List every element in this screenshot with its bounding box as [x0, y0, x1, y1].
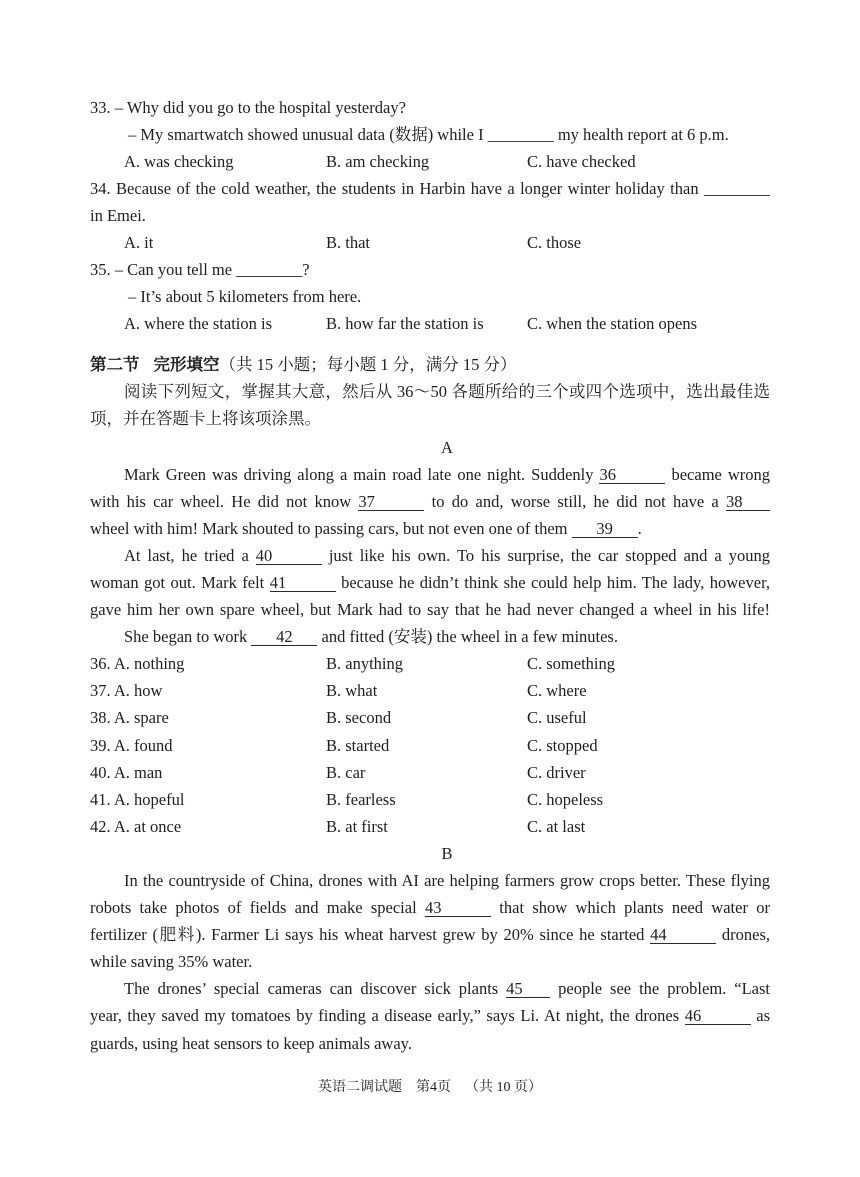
- option-a: A. where the station is: [124, 314, 273, 334]
- section-number: 第二节: [90, 354, 140, 374]
- item-number: 38.: [90, 708, 111, 728]
- option-a: A. it: [124, 232, 154, 252]
- option-b: B. anything: [326, 654, 403, 674]
- option-a: [90, 813, 181, 840]
- cloze-item-37: [90, 677, 770, 704]
- item-number: 36.: [90, 654, 111, 674]
- passage-text: people see the problem. “Last: [558, 979, 770, 999]
- question-35-options: [90, 310, 770, 337]
- option-c: C. something: [527, 654, 616, 674]
- blank-42: 42: [251, 628, 317, 646]
- passage-a-line: [90, 542, 770, 569]
- question-33-reply: – My smartwatch showed unusual data (数据) while I ________ my health report at 6 p.m.: [128, 124, 729, 144]
- question-34-options: [90, 229, 770, 256]
- option-c: C. have checked: [527, 151, 636, 171]
- option-a: [90, 677, 162, 704]
- single-choice-section: [90, 94, 770, 338]
- blank-36: 36: [599, 466, 665, 484]
- footer-page-number: 第4页: [416, 1080, 451, 1095]
- cloze-item-38: [90, 704, 770, 731]
- option-a: [90, 732, 173, 759]
- cloze-item-36: [90, 650, 770, 677]
- option-a-text: A. how: [113, 681, 163, 701]
- option-c: C. stopped: [527, 735, 598, 755]
- option-b: B. at first: [326, 816, 388, 836]
- blank-46: 46: [685, 1007, 751, 1025]
- option-b: B. car: [326, 762, 366, 782]
- item-number: 37.: [90, 681, 111, 701]
- footer-page-total: （共 10 页）: [465, 1080, 542, 1095]
- blank-39: 39: [572, 520, 638, 538]
- cloze-item-40: [90, 759, 770, 786]
- passage-b-line: [90, 921, 770, 948]
- option-c: C. where: [527, 681, 587, 701]
- passage-text: that show which plants need water or: [499, 898, 770, 918]
- passage-text: and fitted (安装) the wheel in a few minutes.: [321, 627, 618, 647]
- instructions-line: 阅读下列短文，掌握其大意，然后从 36～50 各题所给的三个或四个选项中，选出最佳选: [124, 381, 770, 401]
- passage-text: At last, he tried a: [124, 545, 249, 565]
- option-a: [90, 704, 169, 731]
- passage-text: because he didn’t think she could help him. The lady, however,: [341, 572, 771, 592]
- option-a-text: A. found: [113, 735, 173, 755]
- passage-text: .: [637, 518, 642, 538]
- cloze-section-header: [90, 351, 770, 432]
- question-35-reply: – It’s about 5 kilometers from here.: [128, 287, 362, 307]
- passage-text: drones,: [721, 925, 771, 945]
- passage-a-line: [90, 623, 770, 650]
- passage-text: as: [756, 1006, 770, 1026]
- passage-a-line: [90, 461, 770, 488]
- option-a-text: A. at once: [113, 816, 182, 836]
- instructions-line: 项，并在答题卡上将该项涂黑。: [90, 408, 321, 428]
- blank-44: 44: [650, 926, 716, 944]
- passage-text: with his car wheel. He did not know: [90, 491, 352, 511]
- question-34-stem-continued: in Emei.: [90, 205, 146, 225]
- page-footer: [0, 1079, 860, 1097]
- section-note: （共 15 小题；每小题 1 分，满分 15 分）: [219, 354, 517, 374]
- option-b: B. how far the station is: [326, 314, 484, 334]
- passage-text: fertilizer (肥料). Farmer Li says his wheat harvest grew by 20% since he started: [90, 925, 645, 945]
- passage-text: wheel with him! Mark shouted to passing cars, but not even one of them: [90, 518, 568, 538]
- passage-b-line: while saving 35% water.: [90, 952, 253, 972]
- footer-title: 英语二调试题: [318, 1080, 402, 1095]
- passage-text: robots take photos of fields and make special: [90, 898, 417, 918]
- option-a-text: A. hopeful: [113, 789, 185, 809]
- option-b: B. that: [326, 232, 370, 252]
- option-a-text: A. spare: [113, 708, 169, 728]
- option-c: C. useful: [527, 708, 587, 728]
- item-number: 40.: [90, 762, 111, 782]
- option-c: C. when the station opens: [527, 314, 698, 334]
- option-a-text: A. nothing: [113, 654, 185, 674]
- option-b: B. fearless: [326, 789, 396, 809]
- passage-text: Mark Green was driving along a main road late one night. Suddenly: [124, 464, 594, 484]
- option-c: C. those: [527, 232, 582, 252]
- option-a: A. was checking: [124, 151, 234, 171]
- blank-41: 41: [270, 574, 336, 592]
- option-b: B. second: [326, 708, 392, 728]
- option-a: [90, 759, 162, 786]
- passage-text: woman got out. Mark felt: [90, 572, 265, 592]
- blank-45: 45: [506, 980, 550, 998]
- option-b: B. what: [326, 681, 378, 701]
- passage-text: The drones’ special cameras can discover sick plants: [124, 979, 499, 999]
- option-c: C. hopeless: [527, 789, 604, 809]
- passage-text: year, they saved my tomatoes by finding a disease early,” says Li. At night, the drones: [90, 1006, 680, 1026]
- option-b: B. started: [326, 735, 390, 755]
- passage-a-label: A: [441, 437, 453, 457]
- passage-text: to do and, worse still, he did not have a: [431, 491, 719, 511]
- question-35-stem: 35. – Can you tell me ________?: [90, 260, 310, 280]
- section-heading: [90, 351, 770, 378]
- blank-37: 37: [358, 493, 424, 511]
- cloze-item-39: [90, 732, 770, 759]
- option-a: [90, 650, 184, 677]
- blank-38: 38: [726, 493, 770, 511]
- passage-a-line: [90, 569, 770, 596]
- option-a: [90, 786, 184, 813]
- option-c: C. at last: [527, 816, 586, 836]
- cloze-item-41: [90, 786, 770, 813]
- cloze-passages: [90, 434, 770, 1057]
- option-c: C. driver: [527, 762, 586, 782]
- item-number: 41.: [90, 789, 111, 809]
- passage-a-line: [90, 515, 770, 542]
- passage-text: became wrong: [671, 464, 770, 484]
- question-33-stem: 33. – Why did you go to the hospital yesterday?: [90, 97, 406, 117]
- blank-40: 40: [256, 547, 322, 565]
- passage-b-line: [90, 894, 770, 921]
- passage-b-label: B: [441, 843, 453, 863]
- passage-a-line: [90, 488, 770, 515]
- item-number: 42.: [90, 816, 111, 836]
- passage-text: She began to work: [124, 627, 248, 647]
- option-a-text: A. man: [113, 762, 163, 782]
- passage-b-line: In the countryside of China, drones with AI are helping farmers grow crops better. These flying: [124, 871, 770, 890]
- option-b: B. am checking: [326, 151, 430, 171]
- question-34-stem: 34. Because of the cold weather, the students in Harbin have a longer winter holiday than ________: [90, 178, 770, 198]
- section-title: 完形填空: [153, 354, 220, 374]
- passage-b-line: [90, 975, 770, 1002]
- question-33-options: [90, 148, 770, 175]
- passage-text: just like his own. To his surprise, the car stopped and a young: [328, 545, 771, 565]
- blank-43: 43: [425, 899, 491, 917]
- passage-b-line: [90, 1002, 770, 1029]
- cloze-item-42: [90, 813, 770, 840]
- item-number: 39.: [90, 735, 111, 755]
- passage-b-line: guards, using heat sensors to keep animals away.: [90, 1033, 412, 1053]
- passage-a-line: gave him her own spare wheel, but Mark had to say that he had never changed a wheel in his life!: [90, 600, 770, 620]
